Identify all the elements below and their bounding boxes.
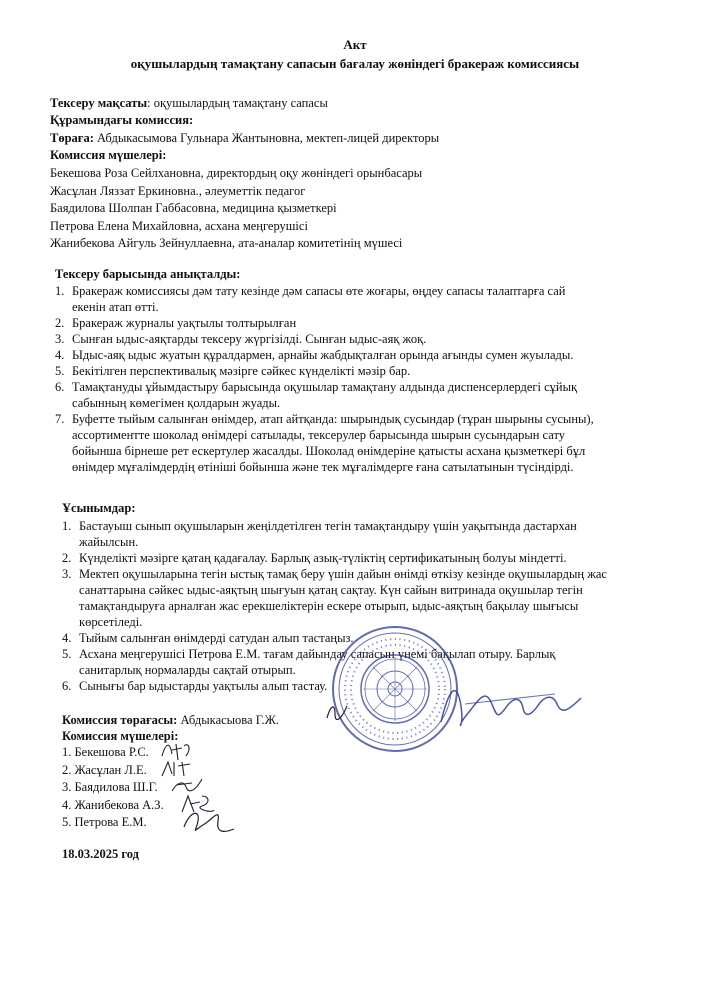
sign-member: 2. Жасұлан Л.Е. xyxy=(62,762,147,777)
recommendation-item-text: Тыйым салынған өнімдерді сатудан алып тастаңыз. xyxy=(79,631,354,645)
sign-member: 4. Жанибекова А.З. xyxy=(62,797,164,812)
doc-subtitle: оқушылардың тамақтану сапасын бағалау жөніндегі бракераж комиссиясы xyxy=(130,56,580,71)
recommendation-item-number: 2. xyxy=(62,551,72,565)
doc-title: Акт xyxy=(343,37,367,52)
finding-item-text: Ыдыс-аяқ ыдыс жуатын құралдармен, арнайы жабдықталған орында ағынды сумен жуылады. xyxy=(72,348,574,362)
recommendation-item-text: Бастауыш сынып оқушыларын жеңілдетілген тегін тамақтандыру үшін уақытында дастархан xyxy=(79,519,577,533)
finding-item-text: Тамақтануды ұйымдастыру барысында оқушылар тамақтану алдында диспенсерлердегі сұйық xyxy=(72,380,578,394)
member-line: Баядилова Шолпан Габбасовна, медицина қызметкері xyxy=(50,201,337,215)
finding-item-number: 6. xyxy=(55,380,65,394)
findings-label: Тексеру барысында анықталды: xyxy=(55,267,241,281)
finding-item xyxy=(55,331,695,347)
finding-item-text: өнімдер мұғалімдердің өтініші бойынша және тек мұғалімдерге ғана сатылатынын түсіндірді. xyxy=(72,460,574,474)
finding-item-text: екенін атап өтті. xyxy=(72,300,159,314)
recommendation-item-number: 5. xyxy=(62,647,72,661)
recommendation-item-text: Мектеп оқушыларына тегін ыстық тамақ беру үшін дайын өнімді өткізу кезінде оқушылардың жас xyxy=(79,567,607,581)
members-label: Комиссия мүшелері: xyxy=(50,148,167,162)
sign-member: 5. Петрова Е.М. xyxy=(62,815,147,829)
finding-item-number: 7. xyxy=(55,412,65,426)
member-signature-icon xyxy=(180,805,236,835)
recommendation-item-text: тамақтандыруға арналған жас ерекшеліктерін ескере отырып, ыдыс-аяқтың бақылау шығысы xyxy=(79,599,579,613)
recommendation-item xyxy=(62,566,692,630)
finding-item-text: ассортиментте шоколад өнімдері сатылады, тексерулер барысында шырын сусындарын сату xyxy=(72,428,565,442)
finding-item-text: бойынша бірнеше рет ескертулер жасалды. Шоколад өнімдеріне қатысты асхана қызметкері бұл xyxy=(72,444,586,458)
recommendation-item xyxy=(62,518,692,550)
finding-item xyxy=(55,283,695,315)
finding-item-text: Буфетте тыйым салынған өнімдер, атап айтқанда: шырындық сусындар (тұран шырыны сусыны), xyxy=(72,412,594,426)
finding-item-number: 3. xyxy=(55,332,65,346)
chair-signature-large-icon xyxy=(435,676,585,732)
recommendation-item-text: санитарлық нормаларды сақтай отырып. xyxy=(79,663,296,677)
date: 18.03.2025 год xyxy=(62,847,139,861)
recommendation-item-number: 3. xyxy=(62,567,72,581)
sign-member: 3. Баядилова Ш.Г. xyxy=(62,780,158,794)
recommendation-item-number: 6. xyxy=(62,679,72,693)
finding-item-text: Бракераж комиссиясы дәм тату кезінде дәм сапасы өте жоғары, өңдеу сапасы талаптарға сай xyxy=(72,284,566,298)
chair-label: Төраға: xyxy=(50,131,94,145)
composition-label: Құрамындағы комиссия: xyxy=(50,113,194,127)
recommendation-item-text: жайылсын. xyxy=(79,535,139,549)
sign-chair-label: Комиссия төрағасы: xyxy=(62,713,178,727)
finding-item xyxy=(55,379,695,411)
findings-list xyxy=(55,283,695,475)
finding-item xyxy=(55,411,695,475)
chair-value: Абдыкасымова Гульнара Жантыновна, мектеп-лицей директоры xyxy=(93,131,440,145)
sign-members-list xyxy=(62,744,164,832)
finding-item-text: сабынның көмегімен қолдарын жуады. xyxy=(72,396,281,410)
sign-chair-line xyxy=(62,712,279,728)
purpose-line xyxy=(50,95,328,111)
recommendation-item xyxy=(62,550,692,566)
member-line: Бекешова Роза Сейлхановна, директордың оқу жөніндегі орынбасары xyxy=(50,166,423,180)
member-line: Жанибекова Айгуль Зейнуллаевна, ата-аналар комитетінің мүшесі xyxy=(50,236,403,250)
sign-member: 1. Бекешова Р.С. xyxy=(62,745,149,759)
sign-members-label: Комиссия мүшелері: xyxy=(62,729,179,743)
finding-item-number: 4. xyxy=(55,348,65,362)
finding-item xyxy=(55,315,695,331)
recommendation-item-number: 4. xyxy=(62,631,72,645)
recommendation-item-text: көрсетіледі. xyxy=(79,615,143,629)
sign-chair-value: Абдыкасыова Г.Ж. xyxy=(177,713,279,727)
purpose-value: : оқушылардың тамақтану сапасы xyxy=(147,96,328,110)
recommendations-label: Ұсынымдар: xyxy=(62,501,136,515)
finding-item-text: Сынған ыдыс-аяқтарды тексеру жүргізілді. Сынған ыдыс-аяқ жоқ. xyxy=(72,332,427,346)
recommendation-item-text: санаттарына сәйкес ыдыс-аяқтың шығуын қатаң сақтау. Күн сайын витринада оқушылар тегін xyxy=(79,583,583,597)
finding-item-number: 5. xyxy=(55,364,65,378)
finding-item-text: Бракераж журналы уақтылы толтырылған xyxy=(72,316,297,330)
finding-item xyxy=(55,347,695,363)
finding-item-text: Бекітілген перспективалық мәзірге сәйкес күнделікті мәзір бар. xyxy=(72,364,411,378)
purpose-label: Тексеру мақсаты xyxy=(50,96,148,110)
recommendation-item-text: Күнделікті мәзірге қатаң қадағалау. Барлық азық-түліктің сертификатының болуы міндетті. xyxy=(79,551,567,565)
chair-line xyxy=(50,130,439,146)
recommendation-item-text: Сынығы бар ыдыстарды уақтылы алып тастау. xyxy=(79,679,328,693)
member-line: Жасұлан Ляззат Еркиновна., әлеуметтік педагог xyxy=(50,184,306,198)
member-line: Петрова Елена Михайловна, асхана меңгерушісі xyxy=(50,219,308,233)
chair-signature-icon xyxy=(325,700,349,724)
finding-item-number: 2. xyxy=(55,316,65,330)
recommendation-item-text: Асхана меңгерушісі Петрова Е.М. тағам дайындау сапасын үнемі бақылап отыру. Барлық xyxy=(79,647,556,661)
finding-item xyxy=(55,363,695,379)
finding-item-number: 1. xyxy=(55,284,65,298)
recommendation-item-number: 1. xyxy=(62,519,72,533)
